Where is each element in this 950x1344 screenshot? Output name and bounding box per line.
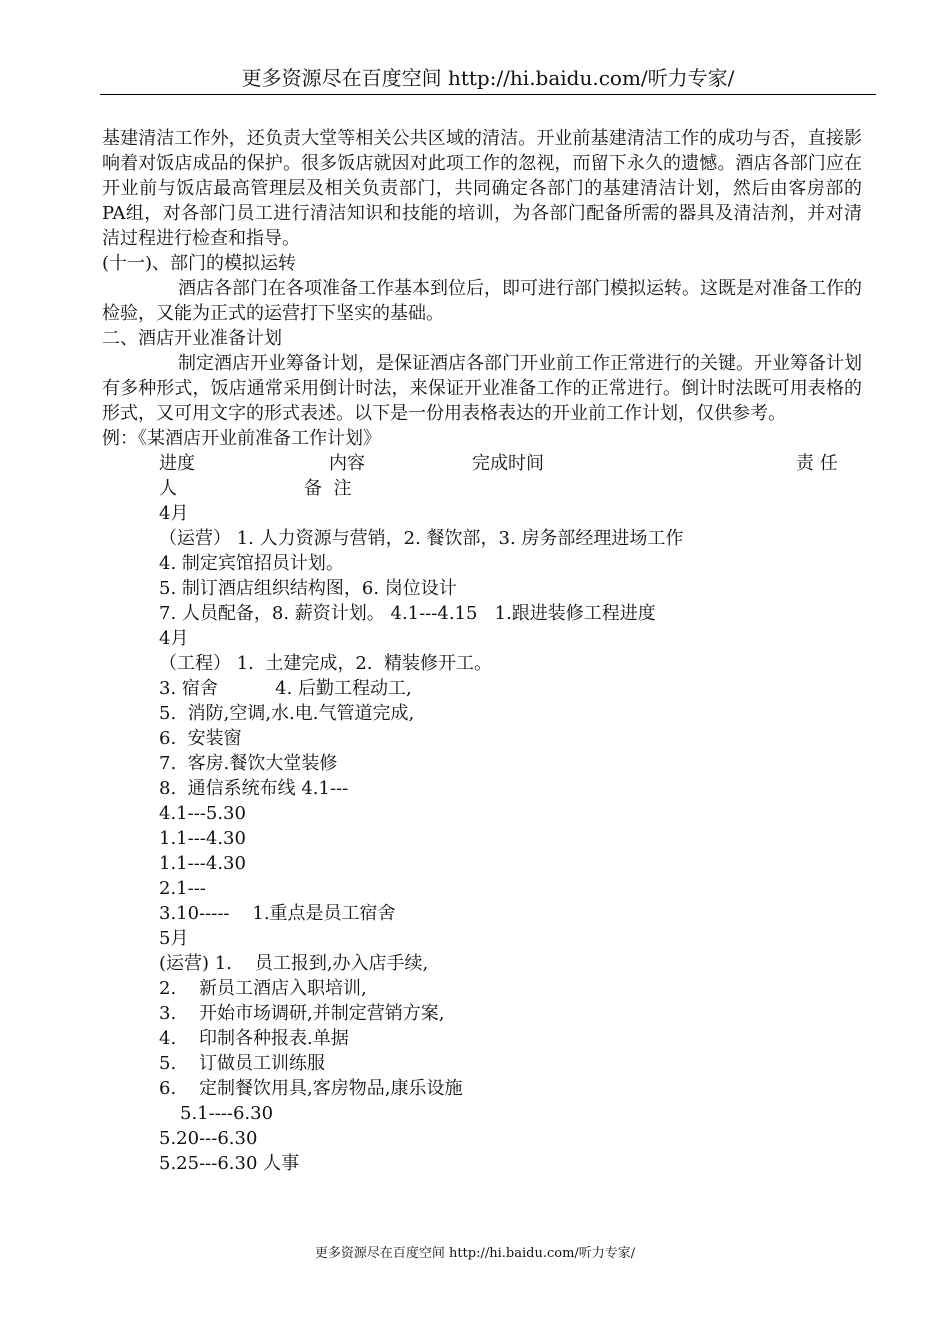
page-footer: 更多资源尽在百度空间 http://hi.baidu.com/听力专家/ xyxy=(314,1246,636,1261)
column-note: 备 注 xyxy=(304,478,352,499)
plan-line: 8. 通信系统布线 4.1--- xyxy=(159,778,349,799)
plan-line: （运营） 1. 人力资源与营销，2. 餐饮部，3. 房务部经理进场工作 xyxy=(159,528,684,549)
plan-line: 1.1---4.30 xyxy=(159,853,246,874)
plan-line: 4月 xyxy=(159,628,189,649)
plan-line: (运营) 1. 员工报到,办入店手续, xyxy=(159,953,429,974)
plan-line: 5. 订做员工训练服 xyxy=(159,1053,326,1074)
plan-line: 3. 开始市场调研,并制定营销方案, xyxy=(159,1003,445,1024)
plan-line: 5月 xyxy=(159,928,189,949)
page-header: 更多资源尽在百度空间 http://hi.baidu.com/听力专家/ xyxy=(241,66,735,90)
header-rule xyxy=(100,94,876,95)
column-content: 内容 xyxy=(329,453,365,474)
plan-line: 5.20---6.30 xyxy=(159,1128,258,1149)
plan-line: 4.1---5.30 xyxy=(159,803,246,824)
plan-line: 4月 xyxy=(159,503,189,524)
plan-line: 4. 印制各种报表.单据 xyxy=(159,1028,349,1049)
document-body xyxy=(102,126,862,1176)
plan-line: 7. 人员配备，8. 薪资计划。 4.1---4.15 1.跟进装修工程进度 xyxy=(159,603,656,624)
section-heading-2: 二、酒店开业准备计划 xyxy=(102,328,282,349)
paragraph-simulation: 酒店各部门在各项准备工作基本到位后，即可进行部门模拟运转。这既是对准备工作的检验，又能为正式的运营打下坚实的基础。 xyxy=(102,278,862,324)
column-progress: 进度 xyxy=(159,453,195,474)
plan-line: 6. 定制餐饮用具,客房物品,康乐设施 xyxy=(159,1078,463,1099)
plan-line: 2. 新员工酒店入职培训, xyxy=(159,978,367,999)
plan-line: 4. 制定宾馆招员计划。 xyxy=(159,553,344,574)
section-heading-11: (十一)、部门的模拟运转 xyxy=(102,253,297,274)
table-header-row xyxy=(102,451,862,476)
paragraph-cleaning: 基建清洁工作外，还负责大堂等相关公共区域的清洁。开业前基建清洁工作的成功与否，直接影响着对饭店成品的保护。很多饭店就因对此项工作的忽视，而留下永久的遗憾。酒店各部门应在开业前与饭店最高管理层及相关负责部门，共同确定各部门的基建清洁计划，然后由客房部的PA组，对各部门员工进行清洁知识和技能的培训，为各部门配备所需的器具及清洁剂，并对清洁过程进行检查和指导。 xyxy=(102,128,862,249)
column-time: 完成时间 xyxy=(472,453,544,474)
plan-line: 6. 安装窗 xyxy=(159,728,242,749)
plan-line: 3. 宿舍 4. 后勤工程动工, xyxy=(159,678,412,699)
plan-line: 7. 客房.餐饮大堂装修 xyxy=(159,753,338,774)
plan-line: 2.1--- xyxy=(159,878,206,899)
plan-line: 5.25---6.30 人事 xyxy=(159,1153,300,1174)
plan-line: 5. 消防,空调,水.电.气管道完成, xyxy=(159,703,415,724)
example-title: 例：《某酒店开业前准备工作计划》 xyxy=(102,428,381,449)
table-header-row-2 xyxy=(102,476,862,501)
plan-line: 1.1---4.30 xyxy=(159,828,246,849)
plan-line: 3.10----- 1.重点是员工宿舍 xyxy=(159,903,396,924)
paragraph-plan: 制定酒店开业筹备计划，是保证酒店各部门开业前工作正常进行的关键。开业筹备计划有多种形式，饭店通常采用倒计时法，来保证开业准备工作的正常进行。倒计时法既可用表格的形式，又可用文字的形式表述。以下是一份用表格表达的开业前工作计划，仅供参考。 xyxy=(102,353,862,424)
plan-line: （工程） 1. 土建完成，2. 精装修开工。 xyxy=(159,653,492,674)
plan-line: 5.1----6.30 xyxy=(180,1103,274,1124)
plan-line: 5. 制订酒店组织结构图，6. 岗位设计 xyxy=(159,578,457,599)
column-person: 人 xyxy=(159,478,177,499)
column-responsible: 责 任 xyxy=(796,453,838,474)
